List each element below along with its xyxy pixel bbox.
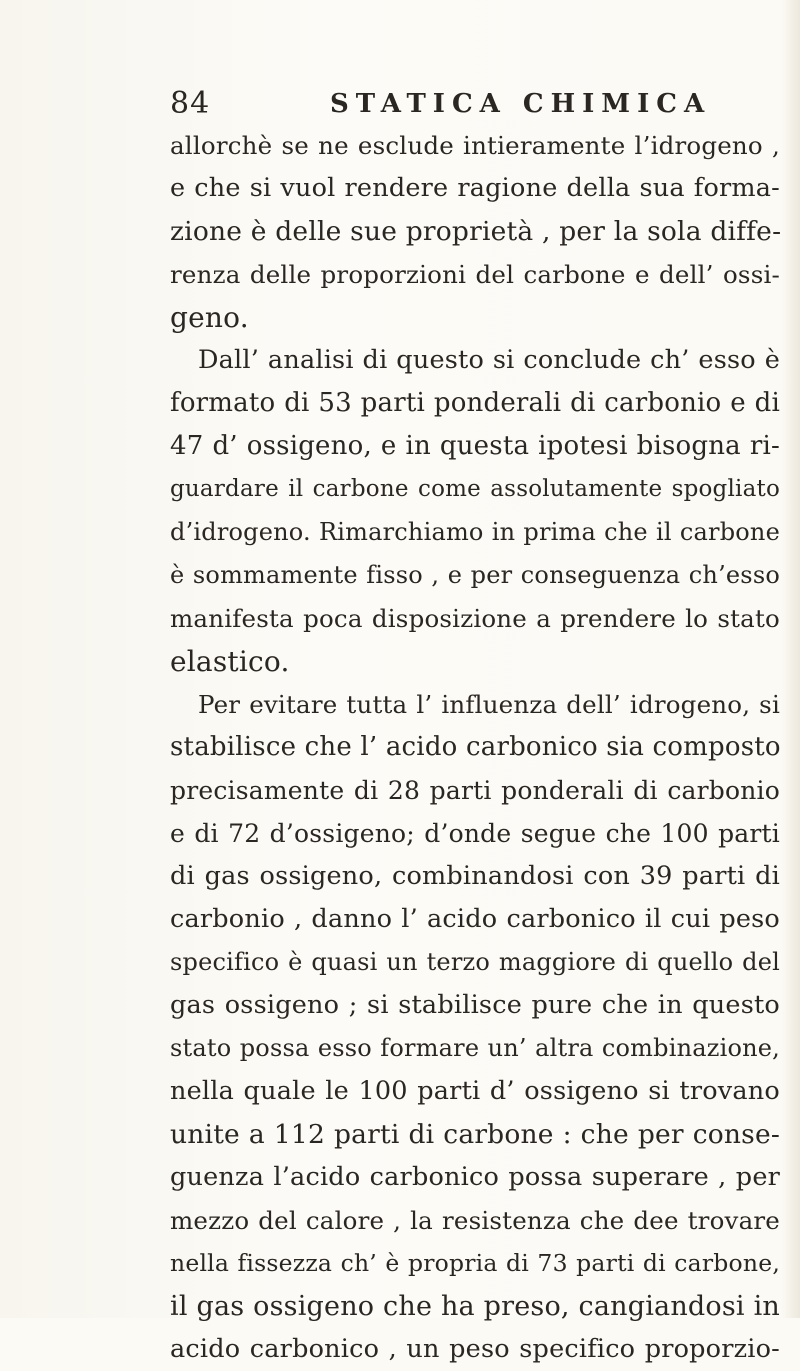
text-line: precisamente di 28 parti ponderali di carbonio	[170, 776, 780, 805]
text-line: di gas ossigeno, combinandosi con 39 parti di	[170, 861, 780, 891]
text-line: acido carbonico , un peso specifico proporzio-	[170, 1334, 780, 1364]
text-line: è sommamente fisso , e per conseguenza ch’esso	[170, 561, 780, 589]
text-line: zione è delle sue proprietà , per la sola diffe-	[170, 216, 782, 247]
text-line: guenza l’acido carbonico possa superare , per	[170, 1162, 780, 1192]
text-line: nella quale le 100 parti d’ ossigeno si trovano	[170, 1076, 780, 1106]
text-line: Dall’ analisi di questo si conclude ch’ esso è	[198, 345, 780, 375]
text-line: e che si vuol rendere ragione della sua forma-	[170, 173, 780, 203]
page-number: 84	[170, 86, 211, 121]
text-line: d’idrogeno. Rimarchiamo in prima che il carbone	[170, 518, 780, 546]
text-line: specifico è quasi un terzo maggiore di quello del	[170, 948, 780, 976]
text-line: guardare il carbone come assolutamente spogliato	[170, 476, 780, 502]
text-line: formato di 53 parti ponderali di carbonio e di	[170, 388, 780, 418]
text-line: allorchè se ne esclude intieramente l’idrogeno ,	[170, 131, 780, 160]
text-line: mezzo del calore , la resistenza che dee trovare	[170, 1206, 780, 1235]
text-line: e di 72 d’ossigeno; d’onde segue che 100 parti	[170, 819, 780, 848]
text-line: renza delle proporzioni del carbone e dell’ ossi-	[170, 260, 780, 289]
text-line: 47 d’ ossigeno, e in questa ipotesi bisogna ri-	[170, 431, 780, 461]
text-line: manifesta poca disposizione a prendere lo stato	[170, 604, 780, 633]
body-text	[170, 124, 780, 1371]
text-line: stabilisce che l’ acido carbonico sia composto	[170, 732, 781, 762]
running-title: STATICA CHIMICA	[330, 89, 712, 119]
text-line: carbonio , danno l’ acido carbonico il cui peso	[170, 904, 780, 934]
text-line: stato possa esso formare un’ altra combinazione,	[170, 1034, 780, 1062]
text-line: geno.	[170, 301, 249, 334]
text-line: elastico.	[170, 645, 290, 678]
text-line: il gas ossigeno che ha preso, cangiandosi in	[170, 1291, 780, 1322]
text-line: gas ossigeno ; si stabilisce pure che in questo	[170, 990, 780, 1020]
page-header	[0, 84, 800, 124]
text-line: unite a 112 parti di carbone : che per conse-	[170, 1119, 780, 1150]
text-line: nella fissezza ch’ è propria di 73 parti di carbone,	[170, 1249, 780, 1277]
text-line: Per evitare tutta l’ influenza dell’ idrogeno, si	[198, 690, 780, 719]
page-edge	[782, 0, 800, 1318]
